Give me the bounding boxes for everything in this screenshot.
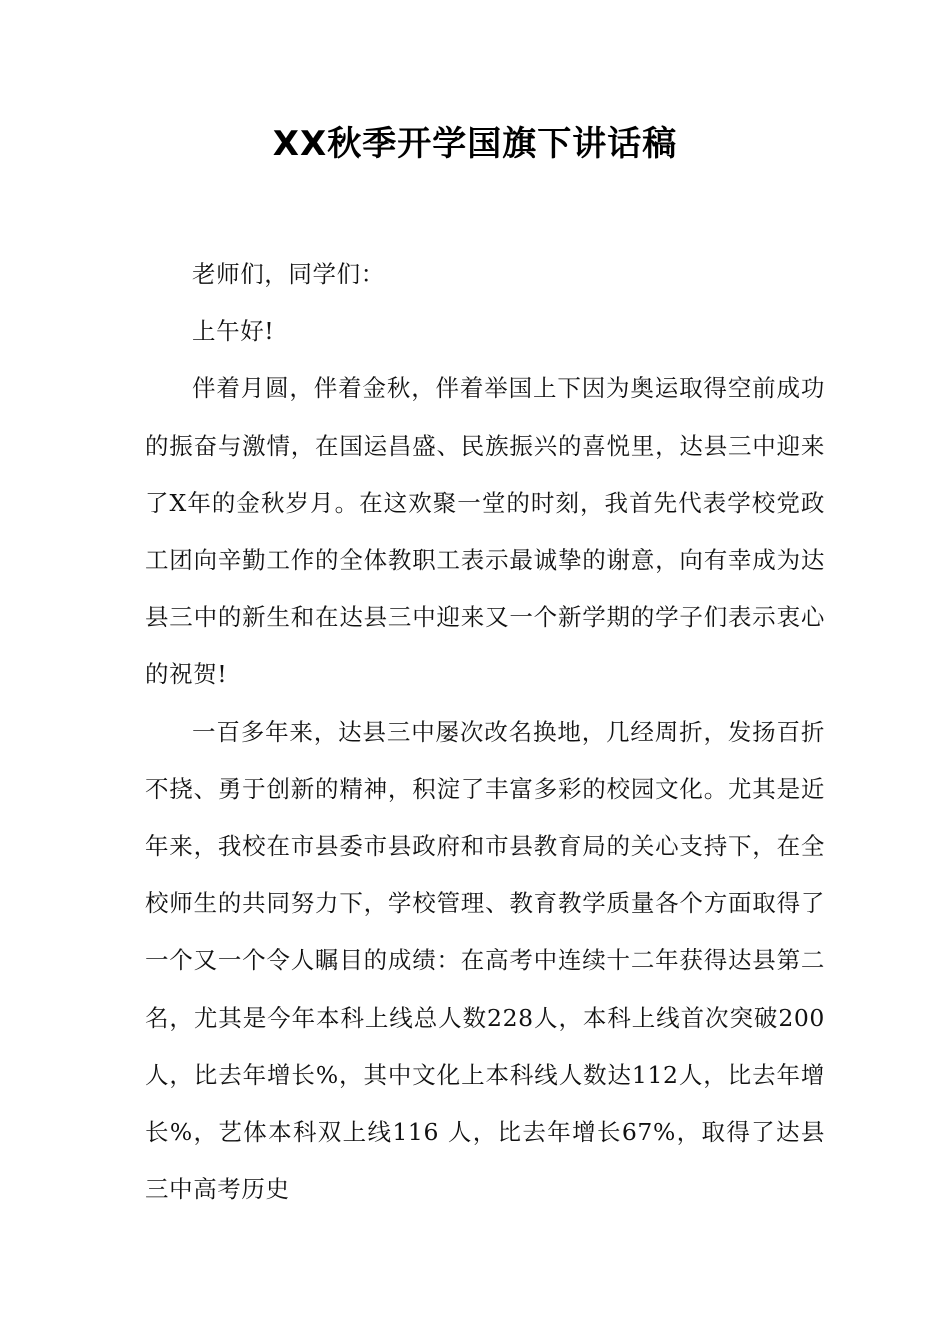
salutation-paragraph: 老师们，同学们： xyxy=(192,260,385,288)
opening-paragraph: 伴着月圆，伴着金秋，伴着举国上下因为奥运取得空前成功的振奋与激情，在国运昌盛、民族振兴的喜悦里，达县三中迎来了X年的金秋岁月。在这欢聚一堂的时刻，我首先代表学校党政工团向辛勤工作的全体教职工表示最诚挚的谢意，向有幸成为达县三中的新生和在达县三中迎来又一个新学期的学子们表示衷心的祝贺! xyxy=(145,374,825,689)
history-paragraph: 一百多年来，达县三中屡次改名换地，几经周折，发扬百折不挠、勇于创新的精神，积淀了丰富多彩的校园文化。尤其是近年来，我校在市县委市县政府和市县教育局的关心支持下，在全校师生的共同努力下，学校管理、教育教学质量各个方面取得了一个又一个令人瞩目的成绩：在高考中连续十二年获得达县第二名，尤其是今年本科上线总人数228人，本科上线首次突破200人，比去年增长%，其中文化上本科线人数达112人，比去年增长%，艺体本科双上线116 人，比去年增长67%，取得了达县三中高考历史 xyxy=(145,717,825,1204)
document-body xyxy=(145,246,825,1218)
document-title: XX秋季开学国旗下讲话稿 xyxy=(272,124,678,164)
greeting-paragraph: 上午好! xyxy=(192,317,275,346)
